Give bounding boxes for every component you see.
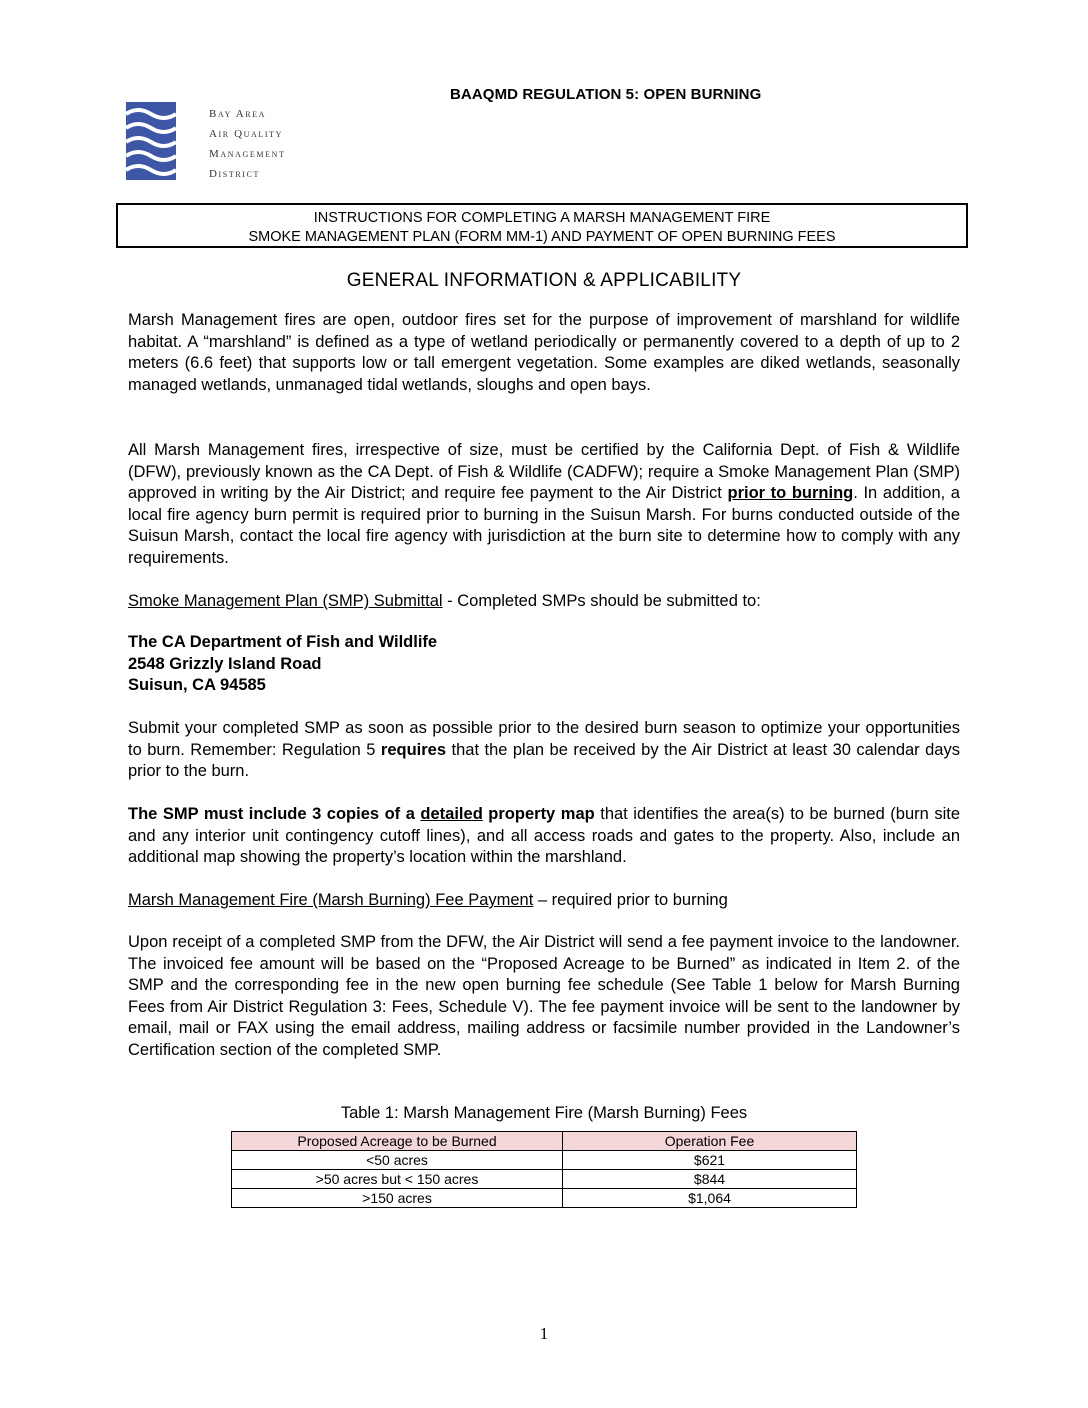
waves-logo-icon — [126, 102, 176, 180]
table-cell: <50 acres — [232, 1151, 563, 1170]
address-line: The CA Department of Fish and Wildlife — [128, 633, 438, 651]
logo-line: Management — [209, 148, 286, 160]
instructions-box — [116, 203, 968, 248]
column-header: Operation Fee — [563, 1132, 857, 1151]
logo-line: District — [209, 168, 260, 180]
paragraph-marsh-definition: Marsh Management fires are open, outdoor fires set for the purpose of improvement of marshland for wildlife habitat. A “marshland” is defined as a type of wetland periodically or permanently covered to a depth of up to 2 meters (6.6 feet) that supports low or tall emergent vegetation. Some examples are diked wetlands, seasonally managed wetlands, unmanaged tidal wetlands, sloughs and open bays. — [128, 311, 960, 394]
table-cell: >50 acres but < 150 acres — [232, 1170, 563, 1189]
table-header-row — [232, 1132, 857, 1151]
logo-wordmark — [209, 104, 285, 184]
table-row — [232, 1189, 857, 1208]
text: All Marsh Management fires, irrespective of size, must be certified by the California Dept. of Fish & Wildlife (DFW), previously known as the CA Dept. of Fish & Wildlife (CADFW); require a Smoke Management Plan (SMP) approved in writing by the Air District; and require fee payment to the Air District — [128, 441, 960, 502]
fee-payment-line — [128, 890, 960, 912]
table-row — [232, 1170, 857, 1189]
table-cell: $621 — [563, 1151, 857, 1170]
text: that the plan be received by the Air District at least 30 calendar days prior to the burn. — [128, 740, 960, 780]
table-cell: >150 acres — [232, 1189, 563, 1208]
logo-line: Bay Area — [209, 108, 267, 120]
emphasis-requires: requires — [380, 740, 447, 759]
emphasis-prior-to-burning: prior to burning — [727, 484, 854, 502]
fee-table — [231, 1131, 857, 1208]
smp-submittal-heading: Smoke Management Plan (SMP) Submittal — [128, 592, 443, 610]
baaqmd-logo — [126, 102, 296, 184]
table-row — [232, 1151, 857, 1170]
paragraph-certification — [128, 440, 960, 569]
smp-submittal-line — [128, 591, 960, 613]
text: . In addition, a local fire agency burn permit is required prior to burning in the Suisun Marsh. For burns conducted outside of the Suisun Marsh, contact the local fire agency with jurisdiction at the burn site to determine how to comply with any requirements. — [128, 484, 960, 567]
fee-payment-heading: Marsh Management Fire (Marsh Burning) Fee Payment — [128, 891, 534, 909]
emphasis-detailed: detailed — [420, 805, 483, 823]
column-header: Proposed Acreage to be Burned — [232, 1132, 563, 1151]
text: that identifies the area(s) to be burned (burn site and any interior unit contingency cutoff lines), and all access roads and gates to the property. Also, include an additional map showing the property’s location within the marshland. — [128, 805, 961, 866]
page-number: 1 — [539, 1324, 549, 1343]
text: Submit your completed SMP as soon as possible prior to the desired burn season to optimize your opportunities to burn. Remember: Regulation 5 — [128, 719, 960, 759]
paragraph-submit-timing — [128, 718, 960, 783]
text: – required prior to burning — [533, 891, 728, 909]
document-header-title: BAAQMD REGULATION 5: OPEN BURNING — [450, 86, 762, 103]
address-line: 2548 Grizzly Island Road — [128, 654, 322, 673]
text: property map — [482, 805, 595, 823]
address-line: Suisun, CA 94585 — [128, 676, 266, 694]
section-title: GENERAL INFORMATION & APPLICABILITY — [346, 270, 742, 291]
table-cell: $1,064 — [563, 1189, 857, 1208]
instructions-line: INSTRUCTIONS FOR COMPLETING A MARSH MANAGEMENT FIRE — [313, 210, 771, 226]
paragraph-property-map — [128, 804, 960, 869]
logo-line: Air Quality — [209, 128, 284, 140]
table-cell: $844 — [563, 1170, 857, 1189]
paragraph-invoice: Upon receipt of a completed SMP from the DFW, the Air District will send a fee payment invoice to the landowner. The invoiced fee amount will be based on the “Proposed Acreage to be Burned” as indicated in Item 2. of the SMP and the corresponding fee in the new open burning fee schedule (See Table 1 below for Marsh Burning Fees from Air District Regulation 3: Fees, Schedule V). The fee payment invoice will be sent to the landowner by email, mail or FAX using the email address, mailing address or facsimile number provided in the Landowner’s Certification section of the completed SMP. — [128, 933, 960, 1059]
table-caption: Table 1: Marsh Management Fire (Marsh Burning) Fees — [340, 1104, 748, 1122]
text: - Completed SMPs should be submitted to: — [442, 592, 761, 610]
instructions-line: SMOKE MANAGEMENT PLAN (FORM MM-1) AND PAYMENT OF OPEN BURNING FEES — [248, 229, 836, 245]
mailing-address — [128, 632, 960, 697]
text: The SMP must include 3 copies of a — [128, 805, 421, 823]
